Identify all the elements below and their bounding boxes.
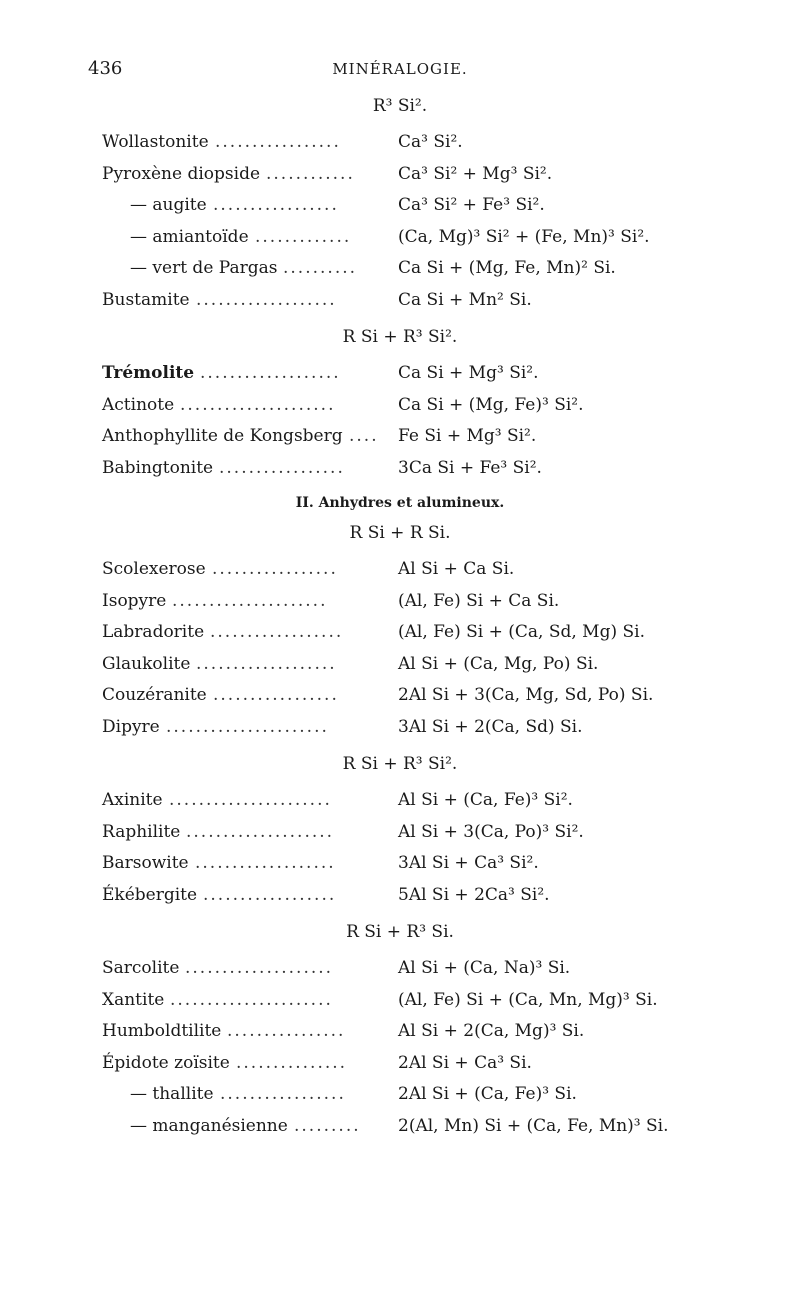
mineral-row [102, 254, 702, 282]
leader-dots: ................. [215, 132, 341, 152]
mineral-name: — manganésienne [130, 1115, 288, 1136]
mineral-row [102, 391, 702, 419]
group-type-formula: R Si + R³ Si². [342, 754, 458, 774]
mineral-row [102, 713, 702, 741]
mineral-formula: 3Ca Si + Fe³ Si². [398, 457, 542, 478]
mineral-formula: Al Si + (Ca, Fe)³ Si². [398, 790, 573, 810]
page-number: 436 [88, 58, 123, 79]
leader-dots: ............. [255, 226, 352, 247]
mineral-name: Isopyre [102, 590, 167, 611]
mineral-formula: Al Si + Ca Si. [398, 559, 515, 579]
mineral-row [102, 359, 702, 387]
mineral-row [102, 160, 702, 188]
mineral-name: Couzéranite [102, 685, 207, 705]
mineral-name: Bustamite [102, 289, 190, 310]
mineral-formula: 2Al Si + Ca³ Si. [398, 1052, 532, 1073]
mineral-row [102, 650, 702, 678]
leader-dots: ................... [200, 363, 341, 383]
mineral-name: Trémolite [102, 363, 195, 383]
mineral-name: Sarcolite [102, 958, 180, 978]
leader-dots: ................... [196, 289, 337, 310]
mineral-row [102, 681, 702, 709]
mineral-name: Wollastonite [102, 132, 209, 152]
mineral-formula: (Al, Fe) Si + Ca Si. [398, 590, 560, 611]
mineral-row [102, 954, 702, 982]
mineral-formula: Al Si + 2(Ca, Mg)³ Si. [398, 1021, 585, 1041]
mineral-formula: 2(Al, Mn) Si + (Ca, Fe, Mn)³ Si. [398, 1115, 669, 1136]
leader-dots: ..................... [180, 394, 336, 415]
mineral-name: Scolexerose [102, 559, 206, 579]
leader-dots: ................. [220, 1084, 346, 1104]
mineral-formula: Al Si + 3(Ca, Po)³ Si². [398, 821, 584, 842]
mineral-formula: (Ca, Mg)³ Si² + (Fe, Mn)³ Si². [398, 226, 650, 247]
mineral-name: Actinote [102, 394, 175, 415]
mineral-formula: 2Al Si + 3(Ca, Mg, Sd, Po) Si. [398, 685, 654, 705]
mineral-name: Babingtonite [102, 457, 214, 478]
mineral-name: Raphilite [102, 821, 181, 842]
mineral-name: — augite [130, 195, 207, 215]
mineral-formula: Ca Si + (Mg, Fe, Mn)² Si. [398, 258, 616, 278]
leader-dots: ................. [219, 457, 345, 478]
mineral-formula: Ca Si + (Mg, Fe)³ Si². [398, 394, 584, 415]
leader-dots: ...................... [169, 790, 332, 810]
mineral-row [102, 786, 702, 814]
mineral-row [102, 422, 702, 450]
mineral-name: Barsowite [102, 853, 189, 873]
leader-dots: ............ [266, 163, 355, 184]
leader-dots: .................. [210, 622, 344, 642]
group-type-formula: R Si + R Si. [349, 523, 451, 543]
leader-dots: .................... [186, 821, 335, 842]
mineral-formula: Al Si + (Ca, Na)³ Si. [398, 958, 571, 978]
mineral-formula: Fe Si + Mg³ Si². [398, 426, 537, 446]
mineral-row [102, 881, 702, 909]
mineral-formula: Ca³ Si². [398, 132, 463, 152]
mineral-name: — amiantoïde [130, 226, 249, 247]
mineral-name: Glaukolite [102, 653, 191, 674]
mineral-row [102, 1017, 702, 1045]
mineral-row [102, 128, 702, 156]
leader-dots: ................. [213, 195, 339, 215]
mineral-name: Xantite [102, 989, 165, 1010]
mineral-name: Anthophyllite de Kongsberg [102, 426, 343, 446]
mineral-formula: 3Al Si + 2(Ca, Sd) Si. [398, 716, 583, 737]
mineral-formula: Ca³ Si² + Fe³ Si². [398, 195, 545, 215]
mineral-name: — vert de Pargas [130, 258, 278, 278]
leader-dots: .......... [283, 258, 358, 278]
mineral-name: Humboldtilite [102, 1021, 222, 1041]
group-type-formula: R³ Si². [372, 96, 428, 116]
leader-dots: ................. [212, 559, 338, 579]
mineral-row [102, 1112, 702, 1140]
leader-dots: ................... [196, 653, 337, 674]
mineral-formula: Ca³ Si² + Mg³ Si². [398, 163, 553, 184]
leader-dots: ............... [236, 1052, 348, 1073]
mineral-name: — thallite [130, 1084, 214, 1104]
mineral-name: Pyroxène diopside [102, 163, 261, 184]
section-heading: II. Anhydres et alumineux. [295, 495, 505, 511]
mineral-name: Labradorite [102, 622, 205, 642]
mineral-row [102, 1049, 702, 1077]
running-title: MINÉRALOGIE. [332, 60, 468, 78]
mineral-row [102, 555, 702, 583]
leader-dots: .................. [203, 884, 337, 905]
leader-dots: ..................... [172, 590, 328, 611]
leader-dots: ................. [213, 685, 339, 705]
group-type-formula: R Si + R³ Si². [342, 327, 458, 347]
leader-dots: .................... [185, 958, 334, 978]
mineral-name: Ékébergite [102, 884, 198, 905]
mineral-name: Dipyre [102, 716, 160, 737]
leader-dots: .... [349, 426, 379, 446]
mineral-formula: Ca Si + Mn² Si. [398, 289, 532, 310]
mineral-row [102, 849, 702, 877]
running-head [0, 58, 800, 86]
mineral-formula: 3Al Si + Ca³ Si². [398, 853, 539, 873]
leader-dots: ...................... [166, 716, 329, 737]
mineral-row [102, 286, 702, 314]
leader-dots: ...................... [170, 989, 333, 1010]
mineral-formula: (Al, Fe) Si + (Ca, Mn, Mg)³ Si. [398, 989, 658, 1010]
leader-dots: ................ [227, 1021, 346, 1041]
mineral-formula: 2Al Si + (Ca, Fe)³ Si. [398, 1084, 577, 1104]
mineral-row [102, 618, 702, 646]
leader-dots: ......... [294, 1115, 361, 1136]
mineral-row [102, 1080, 702, 1108]
mineral-formula: (Al, Fe) Si + (Ca, Sd, Mg) Si. [398, 622, 645, 642]
mineral-row [102, 818, 702, 846]
mineral-formula: Al Si + (Ca, Mg, Po) Si. [398, 653, 599, 674]
mineral-row [102, 986, 702, 1014]
mineral-row [102, 191, 702, 219]
leader-dots: ................... [195, 853, 336, 873]
mineral-formula: 5Al Si + 2Ca³ Si². [398, 884, 550, 905]
mineral-row [102, 223, 702, 251]
mineral-formula: Ca Si + Mg³ Si². [398, 363, 539, 383]
group-type-formula: R Si + R³ Si. [346, 922, 454, 942]
mineral-row [102, 454, 702, 482]
mineral-name: Axinite [102, 790, 163, 810]
mineral-row [102, 587, 702, 615]
mineral-name: Épidote zoïsite [102, 1052, 230, 1073]
